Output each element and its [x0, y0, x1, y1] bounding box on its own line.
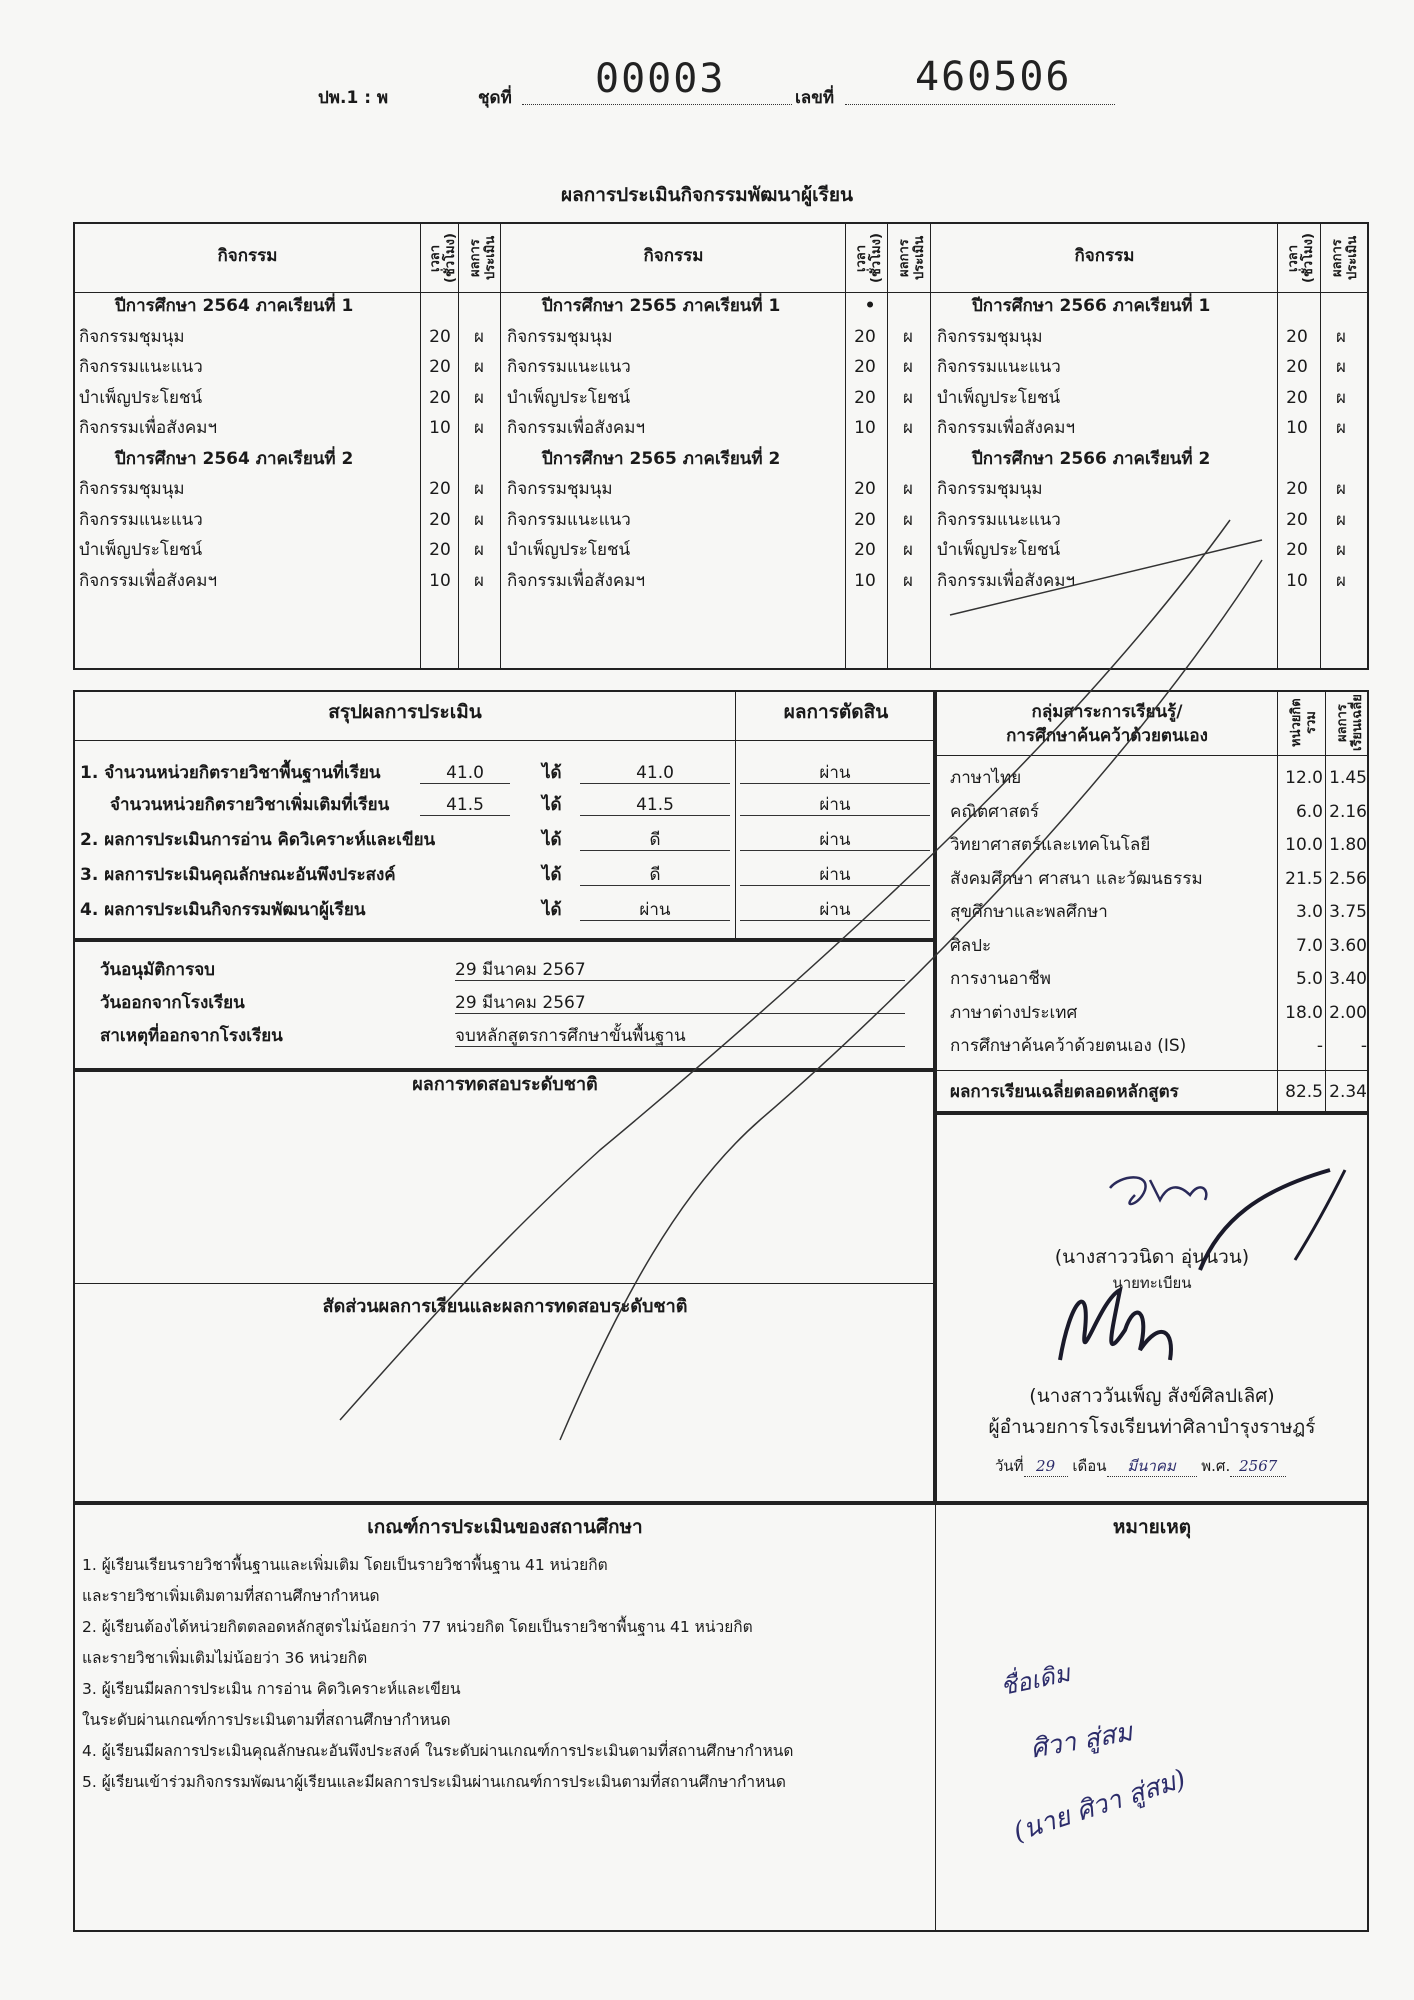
activity-hours: 20: [429, 326, 451, 347]
reason-label: สาเหตุที่ออกจากโรงเรียน: [100, 1026, 283, 1046]
remark-line-1: ชื่อเดิม: [997, 1658, 1073, 1701]
diagonal-strike-line: [560, 560, 1262, 1440]
set-number: 00003: [595, 56, 726, 102]
activity-hours: 10: [429, 570, 451, 591]
summary-decision: ผ่าน: [740, 900, 930, 921]
summary-decision: ผ่าน: [740, 830, 930, 851]
activity-name: บำเพ็ญประโยชน์: [79, 387, 203, 408]
activity-hours: 20: [1286, 540, 1308, 560]
activity-hours: 20: [429, 479, 451, 499]
summary-got-label: ได้: [542, 795, 562, 815]
activity-name: กิจกรรมชุมนุม: [507, 479, 613, 499]
col-header-result: ผลการประเมิน: [1330, 235, 1360, 281]
subject-name: สุขศึกษาและพลศึกษา: [950, 902, 1108, 922]
activity-result: ผ: [1336, 418, 1346, 438]
col-header-time: เวลา (ชั่วโมง): [854, 233, 884, 283]
subject-grade: 1.45: [1329, 768, 1367, 788]
national-test-title: ผลการทดสอบระดับชาติ: [412, 1074, 598, 1095]
leave-date: 29 มีนาคม 2567: [455, 993, 905, 1014]
subject-name: ภาษาไทย: [950, 768, 1022, 788]
activity-result: ผ: [1336, 357, 1346, 377]
summary-got-label: ได้: [542, 865, 562, 885]
criteria-line: และรายวิชาเพิ่มเติมไม่น้อยว่า 36 หน่วยกิต: [82, 1649, 368, 1667]
subject-name: ภาษาต่างประเทศ: [950, 1002, 1078, 1023]
activity-hours: 20: [429, 387, 451, 408]
activity-name: กิจกรรมแนะแนว: [507, 509, 631, 530]
summary-title: สรุปผลการประเมิน: [328, 701, 482, 723]
col-header-time: เวลา (ชั่วโมง): [428, 233, 458, 283]
activity-result: ผ: [1336, 570, 1346, 591]
activity-result: ผ: [474, 418, 484, 438]
subject-grade: 2.56: [1329, 868, 1367, 889]
summary-got-value: 41.0: [580, 763, 730, 784]
leave-label: วันออกจากโรงเรียน: [100, 993, 245, 1013]
term-heading: ปีการศึกษา 2566 ภาคเรียนที่ 2: [972, 448, 1211, 469]
subject-name: คณิตศาสตร์: [950, 801, 1040, 822]
activity-name: บำเพ็ญประโยชน์: [507, 387, 631, 408]
remarks-title: หมายเหตุ: [1112, 1516, 1192, 1538]
activity-result: ผ: [474, 387, 484, 408]
activity-hours: 20: [429, 540, 451, 560]
activity-name: กิจกรรมแนะแนว: [79, 509, 203, 530]
activity-result: ผ: [903, 357, 913, 377]
subject-credits: 7.0: [1295, 935, 1323, 956]
activity-result: ผ: [474, 326, 484, 347]
summary-got-label: ได้: [542, 830, 562, 850]
approve-date: 29 มีนาคม 2567: [455, 960, 905, 981]
reason-value: จบหลักสูตรการศึกษาขั้นพื้นฐาน: [455, 1026, 905, 1047]
activity-result: ผ: [903, 570, 913, 591]
summary-got-value: ดี: [580, 865, 730, 886]
subject-grade: 2.16: [1329, 801, 1367, 822]
registrar-signature-icon: [1110, 1177, 1206, 1204]
col-header-time: เวลา (ชั่วโมง): [1286, 233, 1316, 283]
activity-hours: 20: [854, 357, 876, 377]
subject-grade: 2.00: [1329, 1002, 1367, 1023]
subject-credits: 3.0: [1295, 902, 1323, 922]
term-heading: ปีการศึกษา 2566 ภาคเรียนที่ 1: [972, 296, 1211, 316]
subjects-title-2: การศึกษาค้นคว้าด้วยตนเอง: [1006, 726, 1208, 746]
subject-name: การงานอาชีพ: [950, 969, 1051, 989]
activity-hours: 20: [1286, 509, 1308, 530]
subject-credits: 5.0: [1295, 969, 1323, 989]
summary-value: 41.0: [420, 763, 510, 784]
col-header-activity: กิจกรรม: [217, 246, 278, 266]
activity-hours: 20: [1286, 357, 1308, 377]
registrar-name: (นางสาววนิดา อุ่นนวน): [1054, 1246, 1250, 1268]
activity-name: กิจกรรมเพื่อสังคมฯ: [79, 570, 218, 591]
activity-result: ผ: [903, 479, 913, 499]
subject-grade: 3.40: [1329, 969, 1367, 989]
activity-hours: 20: [854, 509, 876, 530]
activity-name: กิจกรรมเพื่อสังคมฯ: [79, 418, 218, 438]
subject-credits: -: [1316, 1036, 1323, 1056]
activity-hours: 20: [854, 479, 876, 499]
col-header-credits: หน่วยกิตรวม: [1289, 698, 1319, 748]
activity-result: ผ: [474, 357, 484, 377]
activity-name: กิจกรรมชุมนุม: [79, 326, 185, 347]
summary-label: 2. ผลการประเมินการอ่าน คิดวิเคราะห์และเขียน: [80, 830, 436, 850]
summary-decision: ผ่าน: [740, 795, 930, 816]
activity-result: ผ: [474, 509, 484, 530]
subject-credits: 12.0: [1285, 768, 1323, 788]
activity-result: ผ: [903, 540, 913, 560]
subject-name: ศิลปะ: [950, 935, 992, 956]
director-signature-icon: [1060, 1170, 1330, 1360]
term-heading: ปีการศึกษา 2565 ภาคเรียนที่ 1: [542, 296, 781, 316]
activity-name: กิจกรรมเพื่อสังคมฯ: [937, 418, 1076, 438]
activity-name: บำเพ็ญประโยชน์: [937, 387, 1061, 408]
activity-name: กิจกรรมชุมนุม: [937, 479, 1043, 499]
subject-name: วิทยาศาสตร์และเทคโนโลยี: [950, 835, 1151, 855]
summary-decision: ผ่าน: [740, 763, 930, 784]
subject-credits: 18.0: [1285, 1002, 1323, 1023]
activity-name: บำเพ็ญประโยชน์: [507, 540, 631, 560]
summary-got-value: ดี: [580, 830, 730, 851]
criteria-line: 2. ผู้เรียนต้องได้หน่วยกิตตลอดหลักสูตรไม่น้อยกว่า 77 หน่วยกิต โดยเป็นรายวิชาพื้นฐาน 41 หน่วยกิต: [82, 1618, 753, 1636]
subject-grade: 3.60: [1329, 935, 1367, 956]
col-header-activity: กิจกรรม: [643, 246, 704, 266]
criteria-line: และรายวิชาเพิ่มเติมตามที่สถานศึกษากำหนด: [82, 1587, 380, 1605]
col-header-activity: กิจกรรม: [1074, 246, 1135, 266]
ratio-title: สัดส่วนผลการเรียนและผลการทดสอบระดับชาติ: [322, 1296, 688, 1317]
summary-got-value: 41.5: [580, 795, 730, 816]
summary-label: จำนวนหน่วยกิตรายวิชาเพิ่มเติมที่เรียน: [110, 795, 390, 815]
activities-title: ผลการประเมินกิจกรรมพัฒนาผู้เรียน: [560, 184, 853, 206]
subject-credits: 10.0: [1285, 835, 1323, 855]
criteria-line: 3. ผู้เรียนมีผลการประเมิน การอ่าน คิดวิเคราะห์และเขียน: [82, 1680, 461, 1698]
date-day: 29: [1024, 1456, 1068, 1477]
remark-line-3: (นาย ศิวา สู่สม): [1009, 1764, 1190, 1848]
activity-hours: 20: [1286, 479, 1308, 499]
activity-name: กิจกรรมเพื่อสังคมฯ: [507, 418, 646, 438]
summary-value: 41.5: [420, 795, 510, 816]
middle-mark: •: [864, 296, 876, 316]
subject-name: สังคมศึกษา ศาสนา และวัฒนธรรม: [950, 868, 1203, 889]
subject-credits: 21.5: [1285, 868, 1323, 889]
subjects-title-1: กลุ่มสาระการเรียนรู้/: [1031, 702, 1183, 722]
summary-got-label: ได้: [542, 900, 562, 920]
activity-result: ผ: [903, 418, 913, 438]
student-number: 460506: [915, 54, 1072, 100]
number-label: เลขที่: [795, 88, 835, 108]
activity-hours: 20: [429, 357, 451, 377]
remark-line-2: ศิวา สู่สม: [1028, 1717, 1135, 1765]
total-credits: 82.5: [1285, 1082, 1323, 1102]
activity-name: กิจกรรมชุมนุม: [79, 479, 185, 499]
summary-got-value: ผ่าน: [580, 900, 730, 921]
subject-grade: 1.80: [1329, 835, 1367, 855]
subject-credits: 6.0: [1295, 801, 1323, 822]
col-header-result: ผลการประเมิน: [468, 235, 498, 281]
criteria-line: ในระดับผ่านเกณฑ์การประเมินตามที่สถานศึกษากำหนด: [82, 1711, 451, 1729]
activity-hours: 20: [854, 387, 876, 408]
summary-label: 1. จำนวนหน่วยกิตรายวิชาพื้นฐานที่เรียน: [80, 763, 381, 783]
activity-hours: 10: [1286, 418, 1308, 438]
summary-got-label: ได้: [542, 763, 562, 783]
activity-result: ผ: [474, 540, 484, 560]
subject-grade: -: [1360, 1036, 1367, 1056]
set-label: ชุดที่: [478, 88, 512, 108]
director-title: ผู้อำนวยการโรงเรียนท่าศิลาบำรุงราษฎร์: [988, 1416, 1316, 1438]
subject-grade: 3.75: [1329, 902, 1367, 922]
activity-result: ผ: [903, 387, 913, 408]
activity-hours: 20: [1286, 387, 1308, 408]
term-heading: ปีการศึกษา 2564 ภาคเรียนที่ 2: [115, 448, 354, 469]
registrar-title: นายทะเบียน: [1112, 1274, 1192, 1292]
col-header-result: ผลการประเมิน: [897, 235, 927, 281]
activity-hours: 20: [1286, 326, 1308, 347]
activity-hours: 10: [854, 418, 876, 438]
summary-label: 4. ผลการประเมินกิจกรรมพัฒนาผู้เรียน: [80, 900, 366, 920]
activity-name: กิจกรรมแนะแนว: [937, 509, 1061, 530]
director-name: (นางสาววันเพ็ญ สังข์ศิลปเลิศ): [1029, 1385, 1275, 1407]
date-day-label: วันที่: [995, 1457, 1024, 1475]
activity-hours: 10: [429, 418, 451, 438]
col-header-grade: ผลการเรียนเฉลี่ย: [1335, 694, 1365, 752]
activity-name: กิจกรรมแนะแนว: [507, 357, 631, 377]
summary-decision: ผ่าน: [740, 865, 930, 886]
activity-result: ผ: [474, 479, 484, 499]
activity-result: ผ: [1336, 479, 1346, 499]
activity-name: กิจกรรมชุมนุม: [937, 326, 1043, 347]
date-month: มีนาคม: [1107, 1456, 1197, 1477]
date-year: 2567: [1230, 1456, 1286, 1477]
activity-name: บำเพ็ญประโยชน์: [937, 540, 1061, 560]
diagonal-strike-line: [340, 520, 1230, 1420]
subject-name: การศึกษาค้นคว้าด้วยตนเอง (IS): [950, 1036, 1187, 1056]
pen-stroke-icon: [1295, 1170, 1345, 1260]
activity-result: ผ: [1336, 387, 1346, 408]
criteria-line: 1. ผู้เรียนเรียนรายวิชาพื้นฐานและเพิ่มเติม โดยเป็นรายวิชาพื้นฐาน 41 หน่วยกิต: [82, 1556, 608, 1574]
activity-result: ผ: [1336, 326, 1346, 347]
criteria-line: 5. ผู้เรียนเข้าร่วมกิจกรรมพัฒนาผู้เรียนและมีผลการประเมินผ่านเกณฑ์การประเมินตามที่สถานศึกษากำหนด: [82, 1773, 786, 1791]
activity-hours: 20: [429, 509, 451, 530]
activity-result: ผ: [474, 570, 484, 591]
diagonal-strike-line: [950, 540, 1262, 615]
total-grade: 2.34: [1329, 1082, 1367, 1102]
activity-name: บำเพ็ญประโยชน์: [79, 540, 203, 560]
summary-label: 3. ผลการประเมินคุณลักษณะอันพึงประสงค์: [80, 865, 396, 885]
total-label: ผลการเรียนเฉลี่ยตลอดหลักสูตร: [950, 1082, 1179, 1102]
approve-label: วันอนุมัติการจบ: [100, 960, 215, 980]
activity-hours: 20: [854, 540, 876, 560]
activity-result: ผ: [903, 326, 913, 347]
term-heading: ปีการศึกษา 2565 ภาคเรียนที่ 2: [542, 448, 781, 469]
activity-name: กิจกรรมแนะแนว: [937, 357, 1061, 377]
date-year-label: พ.ศ.: [1201, 1457, 1231, 1475]
activity-name: กิจกรรมเพื่อสังคมฯ: [507, 570, 646, 591]
activity-hours: 10: [854, 570, 876, 591]
activity-hours: 10: [1286, 570, 1308, 591]
criteria-line: 4. ผู้เรียนมีผลการประเมินคุณลักษณะอันพึงประสงค์ ในระดับผ่านเกณฑ์การประเมินตามที่สถานศึกษากำหนด: [82, 1742, 794, 1760]
activity-hours: 20: [854, 326, 876, 347]
criteria-title: เกณฑ์การประเมินของสถานศึกษา: [367, 1516, 643, 1538]
activity-name: กิจกรรมแนะแนว: [79, 357, 203, 377]
term-heading: ปีการศึกษา 2564 ภาคเรียนที่ 1: [115, 296, 354, 316]
form-code: ปพ.1 : พ: [318, 88, 389, 108]
decision-title: ผลการตัดสิน: [783, 701, 889, 723]
activity-result: ผ: [903, 509, 913, 530]
activity-result: ผ: [1336, 540, 1346, 560]
activity-result: ผ: [1336, 509, 1346, 530]
date-month-label: เดือน: [1072, 1457, 1107, 1475]
activity-name: กิจกรรมเพื่อสังคมฯ: [937, 570, 1076, 591]
activity-name: กิจกรรมชุมนุม: [507, 326, 613, 347]
